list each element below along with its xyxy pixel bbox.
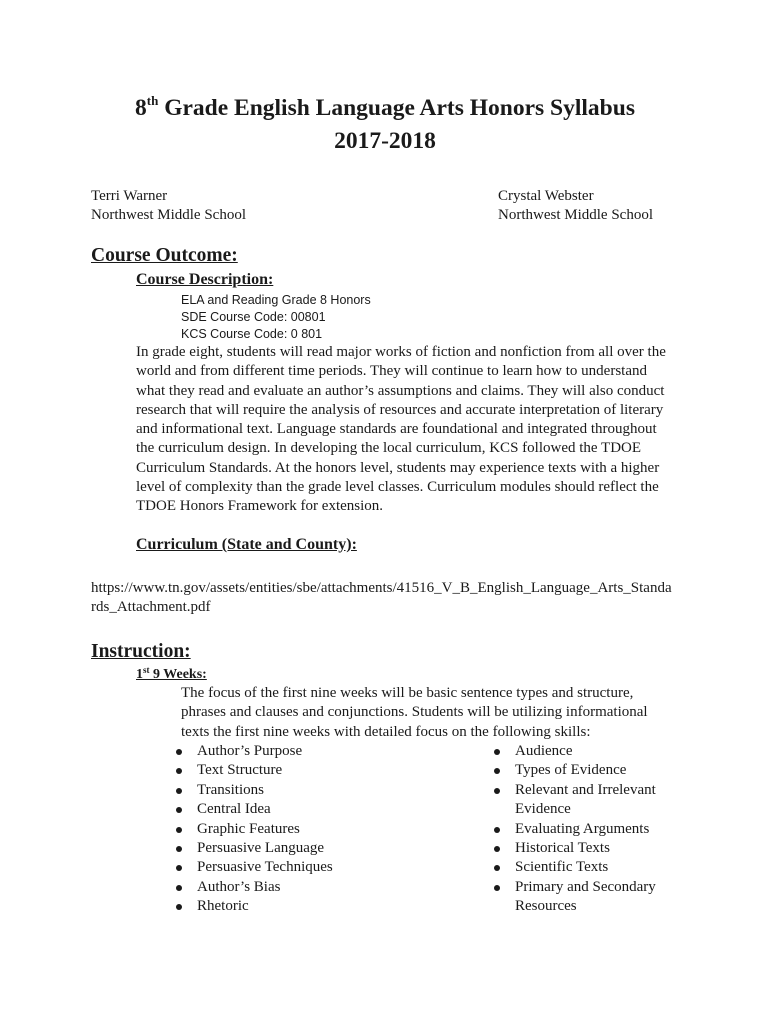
description-line: world and from different time periods. They will continue to learn how to understand [136,363,647,380]
focus-line: The focus of the first nine weeks will be basic sentence types and structure, [181,685,634,701]
description-line: what they read and evaluate an author’s assumptions and claims. They will also conduct [136,382,665,399]
teacher-left-school: Northwest Middle School [91,207,246,223]
description-line: TDOE Honors Framework for extension. [136,498,384,515]
sde-course-code: SDE Course Code: 00801 [181,310,326,324]
list-item: Text Structure [175,761,333,780]
list-item: Scientific Texts [493,858,656,877]
list-item: Primary and Secondary [493,878,656,897]
first-nine-weeks-heading [136,665,207,684]
description-line: level of complexity than the grade level classes. Curriculum modules should reflect the [136,479,659,496]
description-line: In grade eight, students will read major works of fiction and nonfiction from all over the [136,344,666,360]
standards-link-line2[interactable]: rds_Attachment.pdf [91,599,211,615]
skills-list-left [175,742,333,917]
standards-link-line1[interactable]: https://www.tn.gov/assets/entities/sbe/attachments/41516_V_B_English_Language_Arts_Standa [91,580,672,596]
course-outcome-heading: Course Outcome: [91,245,238,266]
title-text: Grade English Language Arts Honors Syllabus [158,95,635,121]
description-line: the curriculum design. In developing the local curriculum, KCS followed the TDOE [136,440,642,457]
quarter-suffix: st [143,665,150,675]
list-item: Rhetoric [175,897,333,916]
instruction-heading: Instruction: [91,641,191,662]
teacher-left-name: Terri Warner [91,188,168,204]
course-name: ELA and Reading Grade 8 Honors [181,293,371,307]
list-item: Graphic Features [175,820,333,839]
list-item-continuation: Resources [515,898,577,915]
list-item: Persuasive Techniques [175,858,333,877]
quarter-number: 1 [136,667,143,682]
list-item: Audience [493,742,656,761]
teacher-right-school: Northwest Middle School [498,207,653,223]
list-item: Author’s Bias [175,878,333,897]
skills-list-right [493,742,656,917]
title-grade-number: 8 [135,95,147,121]
title-grade-suffix: th [146,93,159,108]
teacher-right-name: Crystal Webster [498,188,594,204]
quarter-label: 9 Weeks: [149,667,207,682]
focus-line: phrases and clauses and conjunctions. Students will be utilizing informational [181,704,648,721]
description-line: and informational text. Language standards are foundational and integrated throughout [136,421,657,438]
list-item: Author’s Purpose [175,742,333,761]
list-item: Historical Texts [493,839,656,858]
list-item: Persuasive Language [175,839,333,858]
course-description-text [136,343,666,517]
list-item-continuation: Evidence [515,801,571,818]
kcs-course-code: KCS Course Code: 0 801 [181,327,323,341]
description-line: research that will require the analysis of resources and accurate interpretation of literary [136,401,664,418]
first-nine-weeks-focus [181,684,648,742]
list-item: Central Idea [175,800,333,819]
curriculum-heading: Curriculum (State and County): [136,536,357,553]
document-title [0,92,770,124]
list-item: Evaluating Arguments [493,820,656,839]
school-year: 2017-2018 [334,128,436,154]
description-line: Curriculum Standards. At the honors level, students may experience texts with a higher [136,459,660,476]
list-item: Relevant and Irrelevant [493,781,656,800]
list-item: Types of Evidence [493,761,656,780]
course-description-heading: Course Description: [136,271,274,288]
list-item: Transitions [175,781,333,800]
focus-line: texts the first nine weeks with detailed focus on the following skills: [181,723,591,740]
